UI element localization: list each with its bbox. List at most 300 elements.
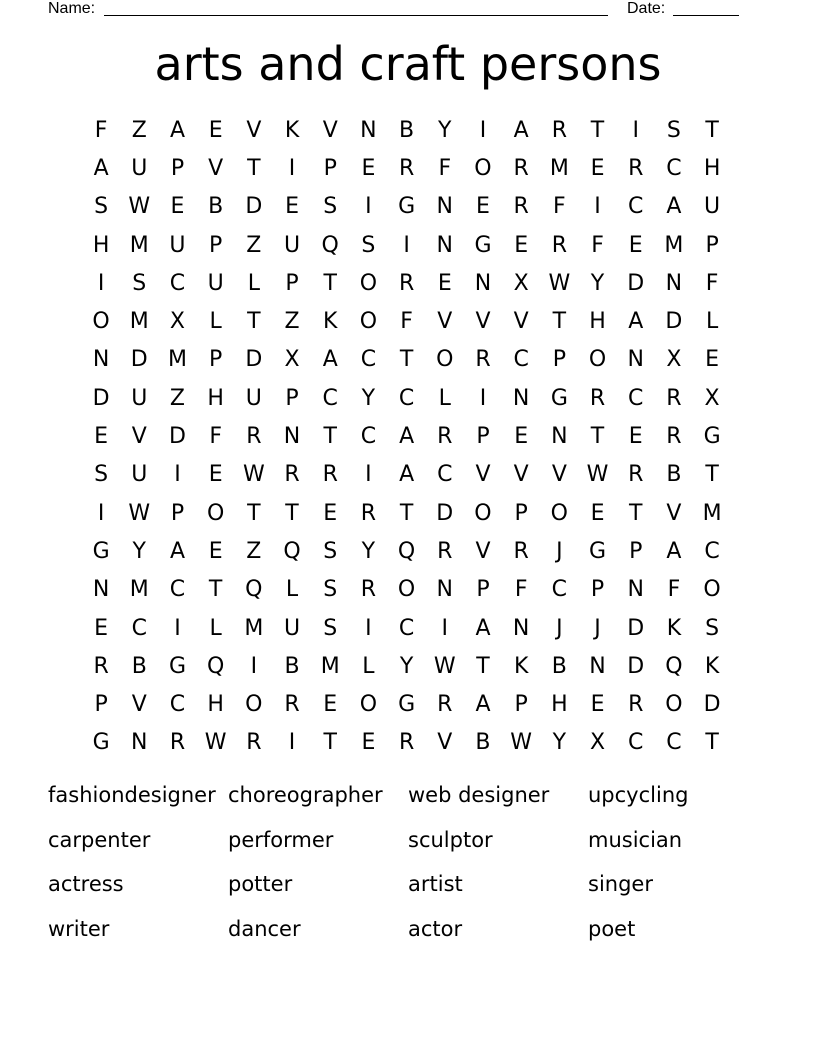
grid-cell[interactable]: E [323, 692, 338, 718]
grid-cell[interactable]: A [93, 155, 109, 181]
grid-cell[interactable]: T [705, 462, 719, 488]
grid-cell[interactable]: P [209, 232, 223, 258]
grid-cell[interactable]: G [550, 385, 568, 411]
grid-cell[interactable]: R [628, 155, 644, 181]
grid-cell[interactable]: A [322, 347, 338, 373]
grid-cell[interactable]: F [514, 577, 528, 603]
grid-cell[interactable]: U [704, 194, 721, 220]
grid-cell[interactable]: C [628, 385, 644, 411]
grid-cell[interactable]: O [474, 500, 492, 526]
grid-cell[interactable]: E [705, 347, 720, 373]
grid-cell[interactable]: V [208, 155, 224, 181]
grid-cell[interactable]: P [514, 692, 528, 718]
grid-cell[interactable]: L [438, 385, 451, 411]
grid-cell[interactable]: V [475, 462, 491, 488]
grid-cell[interactable]: E [94, 615, 109, 641]
grid-cell[interactable]: C [666, 730, 682, 756]
grid-cell[interactable]: A [399, 424, 415, 450]
grid-cell[interactable]: V [131, 424, 147, 450]
grid-cell[interactable]: R [437, 692, 453, 718]
grid-cell[interactable]: A [399, 462, 415, 488]
grid-cell[interactable]: V [551, 462, 567, 488]
grid-cell[interactable]: F [94, 117, 108, 143]
grid-cell[interactable]: D [245, 347, 263, 373]
grid-cell[interactable]: C [513, 347, 529, 373]
grid-cell[interactable]: R [513, 155, 529, 181]
grid-cell[interactable]: V [666, 500, 682, 526]
grid-cell[interactable]: C [704, 538, 720, 564]
grid-cell[interactable]: W [548, 270, 571, 296]
grid-cell[interactable]: T [399, 500, 414, 526]
grid-cell[interactable]: N [512, 615, 530, 641]
grid-cell[interactable]: E [323, 500, 338, 526]
grid-cell[interactable]: D [92, 385, 110, 411]
grid-cell[interactable]: G [589, 538, 607, 564]
grid-cell[interactable]: O [359, 270, 378, 296]
grid-cell[interactable]: I [479, 117, 487, 143]
grid-cell[interactable]: H [92, 232, 110, 258]
grid-cell[interactable]: G [92, 538, 110, 564]
grid-cell[interactable]: R [589, 385, 606, 411]
grid-cell[interactable]: I [365, 615, 372, 641]
grid-cell[interactable]: O [359, 692, 378, 718]
grid-cell[interactable]: M [664, 232, 684, 258]
grid-cell[interactable]: R [551, 117, 567, 143]
grid-cell[interactable]: R [93, 653, 109, 679]
grid-cell[interactable]: U [131, 385, 148, 411]
grid-cell[interactable]: K [666, 615, 682, 641]
grid-cell[interactable]: Y [590, 270, 605, 296]
grid-cell[interactable]: U [283, 615, 301, 641]
grid-cell[interactable]: L [209, 309, 222, 335]
grid-cell[interactable]: I [403, 232, 410, 258]
grid-cell[interactable]: T [476, 653, 490, 679]
grid-cell[interactable]: O [436, 347, 454, 373]
name-blank-line[interactable] [104, 15, 608, 16]
grid-cell[interactable]: Q [665, 653, 683, 679]
grid-cell[interactable]: U [207, 270, 224, 296]
grid-cell[interactable]: Z [284, 309, 300, 335]
grid-cell[interactable]: F [667, 577, 681, 603]
grid-cell[interactable]: F [553, 194, 566, 220]
grid-cell[interactable]: C [322, 385, 338, 411]
grid-cell[interactable]: E [514, 232, 529, 258]
grid-cell[interactable]: C [169, 692, 186, 718]
grid-cell[interactable]: Z [246, 232, 262, 258]
grid-cell[interactable]: R [475, 347, 491, 373]
grid-row [82, 264, 732, 302]
grid-cell[interactable]: E [208, 538, 223, 564]
grid-cell[interactable]: M [129, 577, 149, 603]
grid-cell[interactable]: C [628, 194, 644, 220]
word-bank [48, 780, 768, 959]
grid-cell[interactable]: T [628, 500, 643, 526]
grid-cell[interactable]: C [628, 730, 644, 756]
grid-cell[interactable]: R [246, 730, 262, 756]
grid-cell[interactable]: O [665, 692, 683, 718]
grid-cell[interactable]: F [705, 270, 719, 296]
grid-cell[interactable]: N [627, 577, 644, 603]
grid-cell[interactable]: K [323, 309, 338, 335]
grid-cell[interactable]: C [398, 385, 415, 411]
grid-cell[interactable]: U [283, 232, 301, 258]
grid-cell[interactable]: B [475, 730, 491, 756]
grid-cell[interactable]: Y [132, 538, 146, 564]
grid-cell[interactable]: Y [438, 117, 452, 143]
grid-cell[interactable]: M [167, 347, 187, 373]
grid-cell[interactable]: E [628, 424, 643, 450]
grid-cell[interactable]: F [400, 309, 413, 335]
grid-cell[interactable]: M [702, 500, 722, 526]
grid-cell[interactable]: C [398, 615, 415, 641]
grid-cell[interactable]: E [94, 424, 109, 450]
grid-cell[interactable]: T [399, 347, 414, 373]
grid-cell[interactable]: X [589, 730, 606, 756]
grid-cell[interactable]: G [168, 653, 186, 679]
grid-cell[interactable]: R [666, 385, 682, 411]
grid-cell[interactable]: B [551, 653, 567, 679]
grid-cell[interactable]: R [284, 462, 300, 488]
grid-cell[interactable]: R [437, 538, 453, 564]
grid-cell[interactable]: I [174, 615, 181, 641]
grid-cell[interactable]: S [323, 194, 338, 220]
grid-cell[interactable]: E [361, 730, 376, 756]
grid-cell[interactable]: N [665, 270, 683, 296]
grid-cell[interactable]: H [207, 385, 224, 411]
grid-cell[interactable]: V [246, 117, 262, 143]
grid-cell[interactable]: H [703, 155, 721, 181]
grid-cell[interactable]: A [169, 538, 185, 564]
grid-cell[interactable]: I [479, 385, 487, 411]
grid-cell[interactable]: R [513, 194, 529, 220]
grid-cell[interactable]: E [285, 194, 299, 220]
grid-cell[interactable]: L [705, 309, 719, 335]
grid-cell[interactable]: N [436, 577, 454, 603]
grid-cell[interactable]: W [128, 500, 151, 526]
grid-cell[interactable]: N [551, 424, 568, 450]
grid-row [82, 111, 732, 149]
grid-cell[interactable]: H [551, 692, 568, 718]
grid-cell[interactable]: R [437, 424, 453, 450]
word-bank-item: musician [588, 827, 683, 852]
grid-cell[interactable]: V [475, 309, 491, 335]
grid-cell[interactable]: E [361, 155, 376, 181]
grid-cell[interactable]: H [589, 309, 606, 335]
grid-cell[interactable]: R [398, 730, 415, 756]
grid-cell[interactable]: G [474, 232, 492, 258]
grid-cell[interactable]: I [174, 462, 181, 488]
grid-cell[interactable]: T [208, 577, 223, 603]
grid-cell[interactable]: V [475, 538, 491, 564]
grid-cell[interactable]: T [552, 309, 567, 335]
grid-row [82, 149, 732, 187]
grid-cell[interactable]: B [131, 653, 147, 679]
grid-cell[interactable]: S [323, 577, 338, 603]
grid-cell[interactable]: N [92, 347, 110, 373]
grid-cell[interactable]: B [399, 117, 415, 143]
grid-cell[interactable]: X [666, 347, 682, 373]
grid-cell[interactable]: I [365, 462, 372, 488]
grid-cell[interactable]: U [169, 232, 186, 258]
grid-cell[interactable]: U [131, 155, 148, 181]
grid-cell[interactable]: Z [131, 117, 147, 143]
grid-cell[interactable]: E [170, 194, 185, 220]
grid-cell[interactable]: D [627, 653, 645, 679]
grid-cell[interactable]: V [437, 730, 453, 756]
grid-cell[interactable]: J [556, 615, 563, 641]
grid-cell[interactable]: D [627, 270, 645, 296]
grid-cell[interactable]: N [512, 385, 530, 411]
grid-cell[interactable]: O [550, 500, 568, 526]
grid-cell[interactable]: O [359, 309, 378, 335]
grid-cell[interactable]: Z [246, 538, 262, 564]
grid-cell[interactable]: E [208, 462, 223, 488]
grid-cell[interactable]: Q [397, 538, 416, 564]
grid-cell[interactable]: P [323, 155, 337, 181]
grid-cell[interactable]: D [703, 692, 721, 718]
grid-cell[interactable]: X [513, 270, 529, 296]
grid-cell[interactable]: O [474, 155, 492, 181]
grid-cell[interactable]: P [476, 424, 490, 450]
grid-cell[interactable]: I [97, 270, 105, 296]
grid-cell[interactable]: E [437, 270, 452, 296]
grid-cell[interactable]: A [666, 538, 682, 564]
grid-cell[interactable]: T [590, 117, 605, 143]
grid-cell[interactable]: N [92, 577, 110, 603]
grid-cell[interactable]: T [590, 424, 605, 450]
grid-cell[interactable]: R [360, 577, 377, 603]
grid-cell[interactable]: S [705, 615, 720, 641]
grid-cell[interactable]: N [436, 194, 454, 220]
grid-cell[interactable]: E [628, 232, 643, 258]
grid-cell[interactable]: T [247, 309, 261, 335]
grid-cell[interactable]: J [594, 615, 601, 641]
grid-cell[interactable]: R [513, 538, 529, 564]
grid-cell[interactable]: P [209, 347, 223, 373]
grid-cell[interactable]: G [703, 424, 721, 450]
grid-cell[interactable]: N [131, 730, 148, 756]
grid-cell[interactable]: X [284, 347, 300, 373]
grid-cell[interactable]: V [131, 692, 147, 718]
grid-cell[interactable]: U [245, 385, 262, 411]
grid-cell[interactable]: F [209, 424, 222, 450]
grid-cell[interactable]: P [94, 692, 108, 718]
grid-cell[interactable]: O [703, 577, 721, 603]
grid-cell[interactable]: C [666, 155, 682, 181]
grid-cell[interactable]: Q [206, 653, 225, 679]
grid-cell[interactable]: C [437, 462, 453, 488]
grid-cell[interactable]: R [169, 730, 186, 756]
grid-cell[interactable]: Q [245, 577, 263, 603]
grid-cell[interactable]: K [513, 653, 529, 679]
grid-cell[interactable]: Y [361, 385, 376, 411]
grid-cell[interactable]: M [549, 155, 569, 181]
grid-cell[interactable]: C [131, 615, 147, 641]
grid-cell[interactable]: R [322, 462, 338, 488]
grid-cell[interactable]: F [438, 155, 452, 181]
grid-cell[interactable]: R [628, 692, 644, 718]
grid-cell[interactable]: J [556, 538, 563, 564]
grid-cell[interactable]: C [169, 270, 186, 296]
grid-cell[interactable]: M [129, 309, 149, 335]
grid-cell[interactable]: T [323, 730, 337, 756]
grid-cell[interactable]: P [285, 385, 299, 411]
grid-cell[interactable]: T [705, 730, 719, 756]
grid-cell[interactable]: Y [361, 538, 376, 564]
grid-cell[interactable]: A [513, 117, 529, 143]
grid-cell[interactable]: P [170, 500, 185, 526]
grid-cell[interactable]: L [362, 653, 375, 679]
grid-cell[interactable]: K [704, 653, 720, 679]
grid-cell[interactable]: Z [169, 385, 185, 411]
grid-cell[interactable]: A [169, 117, 185, 143]
grid-cell[interactable]: L [247, 270, 260, 296]
grid-cell[interactable]: O [92, 309, 110, 335]
grid-cell[interactable]: P [629, 538, 643, 564]
grid-cell[interactable]: R [398, 155, 415, 181]
grid-row [82, 647, 732, 685]
grid-cell[interactable]: D [245, 194, 263, 220]
grid-cell[interactable]: S [94, 462, 109, 488]
grid-cell[interactable]: I [632, 117, 639, 143]
grid-cell[interactable]: E [590, 155, 605, 181]
grid-cell[interactable]: T [323, 270, 337, 296]
grid-cell[interactable]: V [437, 309, 453, 335]
grid-cell[interactable]: W [510, 730, 533, 756]
grid-cell[interactable]: N [436, 232, 454, 258]
grid-cell[interactable]: O [245, 692, 263, 718]
grid-cell[interactable]: Y [552, 730, 567, 756]
grid-cell[interactable]: R [360, 500, 377, 526]
grid-cell[interactable]: B [208, 194, 224, 220]
grid-cell[interactable]: D [168, 424, 186, 450]
grid-cell[interactable]: R [398, 270, 415, 296]
grid-cell[interactable]: C [169, 577, 186, 603]
grid-cell[interactable]: E [208, 117, 223, 143]
grid-cell[interactable]: G [398, 692, 416, 718]
grid-cell[interactable]: V [322, 117, 338, 143]
grid-cell[interactable]: N [283, 424, 301, 450]
grid-cell[interactable]: N [360, 117, 377, 143]
grid-cell[interactable]: Q [321, 232, 339, 258]
grid-cell[interactable]: O [588, 347, 607, 373]
grid-cell[interactable]: B [666, 462, 682, 488]
grid-cell[interactable]: B [284, 653, 300, 679]
grid-cell[interactable]: W [128, 194, 151, 220]
grid-cell[interactable]: V [513, 309, 529, 335]
grid-cell[interactable]: D [627, 615, 645, 641]
grid-cell[interactable]: W [242, 462, 265, 488]
grid-cell[interactable]: R [666, 424, 682, 450]
grid-cell[interactable]: T [705, 117, 719, 143]
grid-cell[interactable]: D [436, 500, 454, 526]
grid-cell[interactable]: R [246, 424, 262, 450]
grid-cell[interactable]: T [285, 500, 299, 526]
grid-cell[interactable]: R [551, 232, 567, 258]
grid-cell[interactable]: P [285, 270, 299, 296]
grid-cell[interactable]: I [288, 155, 296, 181]
grid-cell[interactable]: R [284, 692, 300, 718]
grid-row [82, 494, 732, 532]
grid-cell[interactable]: W [204, 730, 227, 756]
grid-cell[interactable]: S [94, 194, 109, 220]
grid-cell[interactable]: R [628, 462, 644, 488]
grid-cell[interactable]: P [476, 577, 490, 603]
grid-cell[interactable]: I [288, 730, 296, 756]
grid-cell[interactable]: C [360, 347, 377, 373]
grid-cell[interactable]: O [206, 500, 225, 526]
grid-cell[interactable]: H [207, 692, 224, 718]
grid-cell[interactable]: T [323, 424, 337, 450]
grid-cell[interactable]: Q [283, 538, 301, 564]
grid-cell[interactable]: A [475, 692, 491, 718]
grid-cell[interactable]: S [361, 232, 376, 258]
grid-cell[interactable]: E [590, 692, 605, 718]
grid-cell[interactable]: P [552, 347, 566, 373]
grid-cell[interactable]: V [513, 462, 529, 488]
grid-cell[interactable]: I [441, 615, 449, 641]
grid-cell[interactable]: X [704, 385, 720, 411]
grid-cell[interactable]: S [666, 117, 681, 143]
grid-cell[interactable]: P [514, 500, 528, 526]
name-label: Name: [48, 0, 96, 17]
grid-cell[interactable]: T [247, 155, 261, 181]
grid-cell[interactable]: E [590, 500, 605, 526]
grid-cell[interactable]: I [594, 194, 601, 220]
grid-cell[interactable]: S [323, 538, 338, 564]
grid-cell[interactable]: W [433, 653, 456, 679]
date-blank-line[interactable] [673, 15, 739, 16]
grid-cell[interactable]: E [476, 194, 490, 220]
grid-cell[interactable]: M [129, 232, 149, 258]
grid-cell[interactable]: A [666, 194, 682, 220]
grid-cell[interactable]: C [360, 424, 377, 450]
grid-cell[interactable]: T [247, 500, 261, 526]
grid-cell[interactable]: I [365, 194, 372, 220]
grid-cell[interactable]: K [284, 117, 300, 143]
grid-cell[interactable]: I [250, 653, 258, 679]
grid-cell[interactable]: U [131, 462, 148, 488]
grid-cell[interactable]: M [320, 653, 340, 679]
grid-cell[interactable]: L [285, 577, 299, 603]
grid-cell[interactable]: C [551, 577, 568, 603]
grid-cell[interactable]: I [97, 500, 105, 526]
grid-cell[interactable]: G [92, 730, 110, 756]
grid-cell[interactable]: O [397, 577, 416, 603]
grid-cell[interactable]: F [591, 232, 604, 258]
grid-cell[interactable]: N [589, 653, 606, 679]
grid-cell[interactable]: E [514, 424, 529, 450]
grid-cell[interactable]: L [209, 615, 222, 641]
grid-cell[interactable]: Y [399, 653, 414, 679]
grid-cell[interactable]: P [590, 577, 605, 603]
grid-cell[interactable]: A [628, 309, 644, 335]
grid-cell[interactable]: D [130, 347, 148, 373]
grid-cell[interactable]: A [475, 615, 491, 641]
grid-cell[interactable]: N [627, 347, 644, 373]
word-bank-item: fashiondesigner [48, 783, 216, 807]
grid-cell[interactable]: M [244, 615, 264, 641]
grid-cell[interactable]: W [586, 462, 609, 488]
grid-cell[interactable]: P [170, 155, 185, 181]
grid-cell[interactable]: S [323, 615, 338, 641]
grid-cell[interactable]: D [665, 309, 683, 335]
grid-cell[interactable]: G [398, 194, 416, 220]
grid-cell[interactable]: X [169, 309, 185, 335]
grid-cell[interactable]: P [705, 232, 719, 258]
grid-cell[interactable]: N [474, 270, 492, 296]
grid-cell[interactable]: S [132, 270, 147, 296]
